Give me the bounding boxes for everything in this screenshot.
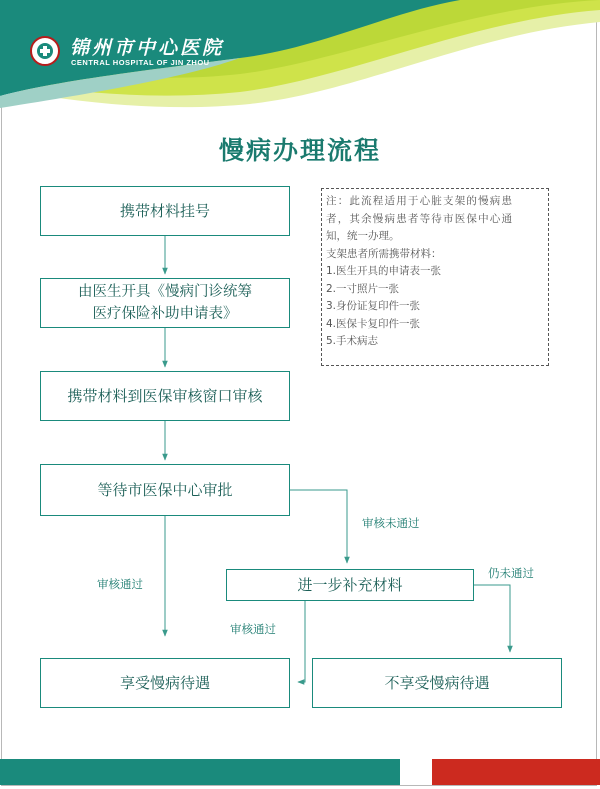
label-not-passed: 审核未通过 (362, 516, 420, 530)
note-list-item: 1.医生开具的申请表一张 (326, 265, 442, 277)
note-list-item: 3.身份证复印件一张 (326, 300, 421, 312)
label-passed-left: 审核通过 (97, 577, 143, 591)
result-enjoy-label: 享受慢病待遇 (119, 674, 210, 692)
note-box (321, 188, 549, 366)
note-list-item: 4.医保卡复印件一张 (326, 317, 421, 330)
step-await-approval (40, 464, 290, 516)
step-supplement-materials (226, 569, 474, 601)
step-window-review (40, 371, 290, 421)
page-title: 慢病办理流程 (218, 136, 381, 165)
result-enjoy-benefits (40, 658, 290, 708)
label-still-not-passed: 仍未通过 (488, 566, 534, 580)
step-register-label: 携带材料挂号 (119, 202, 210, 220)
step-application-form (40, 278, 290, 328)
step-supplement-label: 进一步补充材料 (297, 576, 403, 594)
note-line: 知，统一办理。 (326, 230, 400, 242)
note-list-item: 2.一寸照片一张 (326, 282, 400, 295)
footer-bar (0, 759, 600, 785)
step-window-review-label: 携带材料到医保审核窗口审核 (67, 387, 263, 405)
result-no-benefits (312, 658, 562, 708)
step-await-approval-label: 等待市医保中心审批 (97, 481, 233, 499)
note-line: 者，其余慢病患者等待市医保中心通 (326, 212, 514, 225)
note-line: 注：此流程适用于心脏支架的慢病患 (326, 195, 514, 207)
step-application-line2: 医疗保险补助申请表》 (92, 306, 238, 322)
note-subheading: 支架患者所需携带材料： (326, 247, 442, 260)
note-list-item: 5.手术病志 (326, 335, 379, 347)
label-passed-right: 审核通过 (230, 622, 276, 636)
step-register (40, 186, 290, 236)
hospital-name: 锦州市中心医院 (70, 37, 225, 59)
hospital-name-en: CENTRAL HOSPITAL OF JIN ZHOU (71, 58, 210, 67)
step-application-line1: 由医生开具《慢病门诊统筹 (78, 284, 252, 300)
result-no-benefits-label: 不享受慢病待遇 (384, 674, 490, 692)
